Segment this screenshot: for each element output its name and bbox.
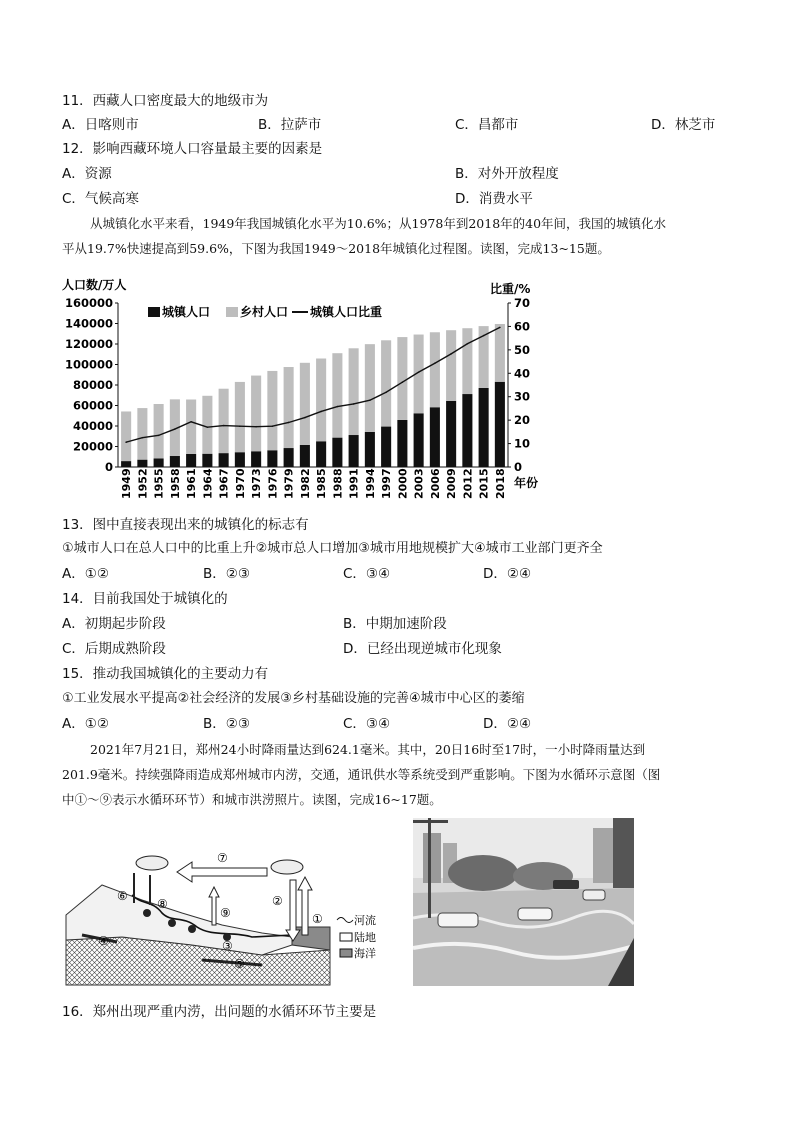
q15-option-b: B．②③ (203, 716, 250, 732)
intro2-line1: 2021年7月21日，郑州24小时降雨量达到624.1毫米。其中，20日16时至17时，一小时降雨量达到 (90, 742, 646, 757)
urbanization-chart (60, 275, 550, 500)
urban-bar (332, 438, 342, 467)
urban-ratio-point (272, 425, 274, 427)
urban-ratio-point (499, 327, 501, 329)
x-tick-label: 1997 (380, 468, 394, 499)
y2-tick-label: 70 (514, 296, 531, 310)
tree-icon (188, 925, 196, 933)
label-3: ③ (222, 939, 233, 953)
x-tick-label: 2018 (493, 468, 507, 499)
urban-ratio-point (223, 425, 225, 427)
urban-bar (479, 388, 489, 467)
urban-ratio-point (207, 426, 209, 428)
urban-ratio-point (434, 362, 436, 364)
x-tick-label: 1961 (185, 468, 199, 499)
q12-option-c: C．气候高寒 (62, 191, 139, 207)
legend-river-label: 河流 (354, 914, 376, 927)
q12-option-a: A．资源 (62, 166, 112, 182)
urban-ratio-point (190, 421, 192, 423)
label-8: ⑧ (157, 897, 168, 911)
rural-bar (202, 396, 212, 454)
urban-ratio-point (369, 399, 371, 401)
urban-ratio-point (158, 435, 160, 437)
urban-bar (154, 459, 164, 467)
x-tick-label: 1982 (298, 468, 312, 499)
x-tick-label: 1979 (282, 468, 296, 499)
rural-bar (300, 363, 310, 445)
q15-option-a: A．①② (62, 716, 109, 732)
label-7: ⑦ (217, 851, 228, 865)
urban-bar (349, 435, 359, 467)
q12-option-d: D．消费水平 (455, 191, 533, 207)
legend-urban-swatch (148, 307, 160, 317)
x-tick-label: 1964 (201, 468, 215, 499)
x-tick-label: 2006 (428, 468, 442, 499)
q13-statements: ①城市人口在总人口中的比重上升②城市总人口增加③城市用地规模扩大④城市工业部门更齐全 (62, 541, 603, 556)
urban-bar (316, 441, 326, 467)
y2-tick-label: 20 (514, 413, 531, 428)
urban-bar (300, 445, 310, 467)
q11-option-a: A．日喀则市 (62, 117, 139, 133)
urban-bar (137, 460, 147, 467)
urban-ratio-point (288, 422, 290, 424)
urban-bar (495, 382, 505, 467)
x-tick-label: 1967 (217, 468, 231, 499)
x-tick-label: 1985 (315, 468, 329, 499)
urban-ratio-point (255, 426, 257, 428)
legend-river-symbol (337, 918, 353, 923)
q14-stem: 14．目前我国处于城镇化的 (62, 591, 228, 607)
car-icon (553, 880, 579, 889)
rural-bar (121, 411, 131, 461)
x-tick-label: 2012 (461, 468, 475, 499)
label-5: ⑤ (234, 957, 245, 971)
legend-ratio-label: 城镇人口比重 (310, 305, 383, 319)
y-tick-label: 160000 (64, 296, 113, 310)
x-tick-label: 2009 (445, 468, 459, 499)
intro2-line2: 201.9毫米。持续强降雨造成郑州城市内涝，交通，通讯供水等系统受到严重影响。下图为水循环示意图（图 (62, 767, 661, 782)
intro2-line3: 中①～⑨表示水循环环节）和城市洪涝照片。读图，完成16~17题。 (62, 792, 442, 807)
y-tick-label: 0 (104, 460, 113, 474)
flood-photo (413, 818, 634, 986)
rural-bar (251, 376, 261, 452)
q15-option-d: D．②④ (483, 716, 532, 732)
q12-option-b: B．对外开放程度 (455, 166, 559, 182)
urban-bar (186, 454, 196, 467)
q13-option-a: A．①② (62, 566, 109, 582)
lamp-post (428, 818, 431, 918)
rural-bar (186, 399, 196, 453)
y2-tick-label: 50 (514, 342, 531, 357)
cloud-right (271, 860, 303, 874)
urban-ratio-point (385, 391, 387, 393)
y2-tick-label: 0 (514, 460, 523, 474)
urban-bar (365, 432, 375, 467)
legend-land-label: 陆地 (354, 931, 376, 944)
legend-urban-label: 城镇人口 (162, 305, 211, 319)
rural-bar (137, 408, 147, 460)
y2-axis-title: 比重/% (490, 282, 531, 296)
q15-statements: ①工业发展水平提高②社会经济的发展③乡村基础设施的完善④城市中心区的萎缩 (62, 691, 525, 706)
legend-ocean-symbol (340, 949, 352, 957)
arrow-1 (298, 877, 312, 935)
urban-bar (170, 456, 180, 467)
rural-bar (381, 340, 391, 426)
label-6: ⑥ (117, 889, 128, 903)
urban-ratio-point (142, 437, 144, 439)
urban-ratio-point (467, 343, 469, 345)
q14-option-a: A．初期起步阶段 (62, 616, 166, 632)
x-tick-label: 2003 (412, 468, 426, 499)
x-tick-label: 1994 (363, 468, 377, 499)
x-tick-label: 1958 (168, 468, 182, 499)
urban-bar (267, 450, 277, 467)
y-tick-label: 120000 (64, 337, 113, 351)
urban-ratio-point (304, 417, 306, 419)
urban-bar (121, 461, 131, 467)
rural-bar (446, 330, 456, 401)
q13-stem: 13．图中直接表现出来的城镇化的标志有 (62, 517, 309, 533)
urban-bar (414, 413, 424, 467)
y-tick-label: 20000 (72, 439, 113, 454)
car-icon (518, 908, 552, 920)
urban-bar (235, 452, 245, 467)
y-tick-label: 40000 (72, 419, 113, 433)
q11-option-d: D．林芝市 (651, 117, 716, 133)
car-icon (583, 890, 605, 900)
urban-ratio-point (125, 441, 127, 443)
rural-bar (267, 371, 277, 450)
cloud-left (136, 856, 168, 870)
y-axis-title: 人口数/万人 (62, 278, 127, 292)
urban-ratio-point (239, 425, 241, 427)
q14-option-d: D．已经出现逆城市化现象 (343, 641, 502, 657)
y-tick-label: 100000 (64, 357, 113, 372)
y2-tick-label: 60 (514, 319, 531, 334)
x-tick-label: 1976 (266, 468, 280, 499)
rural-bar (349, 348, 359, 435)
q13-option-b: B．②③ (203, 566, 250, 582)
urban-ratio-point (337, 406, 339, 408)
urban-ratio-point (320, 411, 322, 413)
label-4: ④ (98, 934, 109, 948)
x-tick-label: 1988 (331, 468, 345, 499)
rural-bar (235, 382, 245, 452)
urban-bar (462, 394, 472, 467)
label-9: ⑨ (220, 906, 231, 920)
water-cycle-diagram (62, 845, 392, 990)
urban-ratio-line (126, 327, 500, 442)
q12-stem: 12．影响西藏环境人口容量最主要的因素是 (62, 141, 323, 157)
legend-rural-swatch (226, 307, 238, 317)
transport-arrow (177, 862, 267, 882)
x-tick-label: 1970 (233, 468, 247, 499)
urban-bar (397, 420, 407, 467)
x-tick-label: 2000 (396, 468, 410, 499)
urban-ratio-point (402, 381, 404, 383)
legend-ocean-label: 海洋 (354, 947, 376, 960)
urban-ratio-point (418, 371, 420, 373)
q14-option-c: C．后期成熟阶段 (62, 641, 166, 657)
q13-option-c: C．③④ (343, 566, 391, 582)
label-2: ② (272, 894, 283, 908)
rural-bar (154, 404, 164, 459)
x-tick-label: 1973 (250, 468, 264, 499)
q15-stem: 15．推动我国城镇化的主要动力有 (62, 666, 269, 682)
rural-bar (462, 328, 472, 394)
urban-ratio-point (353, 403, 355, 405)
q15-option-c: C．③④ (343, 716, 391, 732)
rural-bar (397, 337, 407, 420)
x-tick-label: 1949 (120, 468, 134, 499)
urban-ratio-point (174, 428, 176, 430)
q13-option-d: D．②④ (483, 566, 532, 582)
urban-ratio-point (483, 335, 485, 337)
q11-option-c: C．昌都市 (455, 117, 519, 133)
x-tick-label: 2015 (477, 468, 491, 499)
intro1-line2: 平从19.7%快速提高到59.6%，下图为我国1949～2018年城镇化过程图。读图，完成13~15题。 (62, 241, 610, 256)
tree-icon (143, 909, 151, 917)
y-tick-label: 140000 (64, 316, 113, 331)
legend-rural-label: 乡村人口 (240, 305, 289, 319)
y2-tick-label: 30 (514, 389, 531, 404)
label-1: ① (312, 912, 323, 926)
rural-bar (284, 367, 294, 448)
urban-bar (219, 453, 229, 467)
x-axis-title: 年份 (514, 476, 539, 490)
q14-option-b: B．中期加速阶段 (343, 616, 447, 632)
urban-bar (284, 448, 294, 467)
y2-tick-label: 40 (514, 366, 531, 381)
intro1-line1: 从城镇化水平来看，1949年我国城镇化水平为10.6%；从1978年到2018年的40年间，我国的城镇化水 (90, 216, 667, 231)
flood-water (413, 888, 634, 986)
rural-bar (316, 359, 326, 442)
urban-ratio-point (450, 353, 452, 355)
urban-bar (202, 454, 212, 467)
rural-bar (219, 389, 229, 453)
y-tick-label: 60000 (72, 398, 113, 413)
urban-bar (381, 427, 391, 467)
q11-option-b: B．拉萨市 (258, 117, 322, 133)
car-icon (438, 913, 478, 927)
q11-stem: 11．西藏人口密度最大的地级市为 (62, 93, 269, 109)
x-tick-label: 1955 (152, 468, 166, 499)
rural-bar (365, 344, 375, 432)
rural-bar (495, 324, 505, 382)
y2-tick-label: 10 (514, 436, 531, 451)
q16-stem: 16．郑州出现严重内涝，出问题的水循环环节主要是 (62, 1004, 377, 1020)
urban-bar (430, 407, 440, 467)
tree-icon (168, 919, 176, 927)
x-tick-label: 1991 (347, 468, 361, 499)
arrow-9 (209, 887, 219, 925)
y-tick-label: 80000 (72, 378, 113, 392)
urban-bar (446, 401, 456, 467)
x-tick-label: 1952 (136, 468, 150, 499)
rural-bar (430, 332, 440, 407)
rural-bar (332, 353, 342, 437)
legend-land-symbol (340, 933, 352, 941)
urban-bar (251, 451, 261, 467)
